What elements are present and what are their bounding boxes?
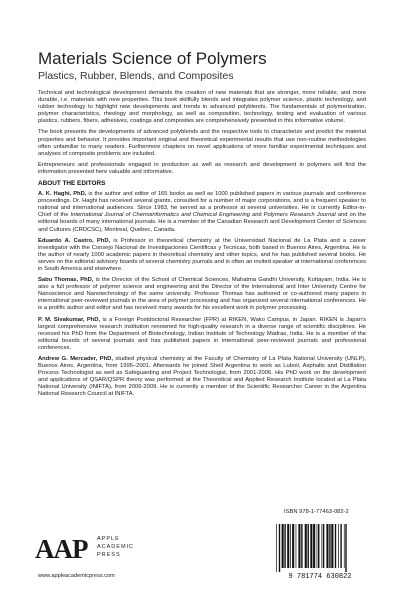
- publisher-name-line: PRESS: [97, 552, 121, 558]
- barcode-bar: [276, 524, 277, 572]
- book-subtitle: Plastics, Rubber, Blends, and Composites: [38, 70, 234, 82]
- barcode-bar: [326, 524, 328, 568]
- barcode-bar: [290, 524, 291, 568]
- intro-paragraph-2: The book presents the developments of advanced polyblends and the respective tools to characterize and predict the material properties and behavior. It provides important original and theoretical experimental results that use non-routine methodologies often unfamiliar to many readers. Furthermore chapters on novel applications of more familiar experimental techniques and analyses of composite problems are included.: [38, 129, 366, 157]
- editor-name: Andrew G. Mercader, PhD,: [38, 356, 113, 362]
- editor-text: is the Director of the School of Chemical Sciences, Mahatma Gandhi University, Kottayam, India. He is also a full professor of polymer science and engineering and the Director of the International and Inter University Centre for Nanoscience and Nanotechnology of the same university. Professor Thomas has authored or co-authored many papers in international peer-reviewed journals in the area of polymer processing and has organized several international conferences. He is a prolific author and editor and has received many awards for his excellent work in polymer processing.: [38, 277, 366, 312]
- editor-bio-mercader: [38, 356, 366, 399]
- intro-paragraph-3: Entrepreneurs and professionals engaged in production as well as research and development in polymers will find the information presented here valuable and informative.: [38, 161, 366, 175]
- barcode-bar: [292, 524, 294, 568]
- editor-name: A. K. Haghi, PhD,: [38, 191, 87, 198]
- barcode-bar: [308, 524, 309, 568]
- publisher-website[interactable]: www.appleacademicpress.com: [38, 573, 115, 579]
- barcode-bar: [329, 524, 330, 568]
- editor-text: studied physical chemistry at the Faculty of Chemistry of La Plata National University (UNLP), Buenos Aires, Argentina, from 1995–2001. Afterwards he joined Shell Argentina to work as Luboil, Asphalts and Distillation Process Technologist as well as Safeguarding and Project Technologist, from 2001-2006. His PhD work on the development and applications of QSAR/QSPR theory was performed at the Theoretical and Applied Research Institute located at La Plata National University (INIFTA), from 2006-2009. He is currently a member of the Scientific Researcher Career in the Argentina National Research Council at INIFTA.: [38, 356, 366, 398]
- barcode-bar: [301, 524, 302, 568]
- barcode-bar: [345, 524, 346, 572]
- editor-bio-castro: [38, 238, 366, 273]
- editor-bio-haghi: [38, 191, 366, 234]
- barcode-bar: [279, 524, 280, 572]
- editor-text: is Professor in theoretical chemistry at the Universidad Nacional de La Plata and a career investigator with the Consejo Nacional de Investigaciones Cientificas y Tecnicas, both based in Buenos Aires, Argentina. He is the author of nearly 1000 academic papers in theoretical chemistry and other topics, and he has published several books. He serves on the editorial advisory boards of several chemistry journals and is often an invited speaker at international conferences in South America and elsewhere.: [38, 237, 366, 272]
- intro-paragraph-1: Technical and technological development demands the creation of new materials that are stronger, more reliable, and more durable, i.e. materials with new properties. This book skillfully blends and integrates polymer science, plastic technology, and rubber technology to highlight new developments and trends in advanced polyblends. The fundamentals of polymerization, polymer characteristics, rheology and morphology, as well as composition, technology, testing and evaluation of various plastics, rubbers, fibers, adhesives, coatings and composites are comprehensively presented in this informative volume.: [38, 90, 366, 125]
- barcode-bar: [284, 524, 285, 568]
- barcode-bar: [310, 524, 312, 568]
- publisher-mark: AAP: [35, 534, 88, 564]
- editor-name: Sabu Thomas, PhD,: [38, 277, 94, 284]
- publisher-name-line: APPLE: [97, 536, 120, 542]
- description-body: [38, 90, 366, 403]
- barcode-bar: [344, 524, 345, 568]
- barcode: [270, 520, 370, 580]
- barcode-bar: [323, 524, 324, 568]
- barcode-bar: [318, 524, 319, 568]
- editor-name: P. M. Sivakumar, PhD,: [38, 316, 101, 323]
- barcode-bar: [296, 524, 297, 568]
- barcode-bars: [276, 524, 347, 572]
- barcode-bar: [340, 524, 341, 568]
- barcode-bar: [287, 524, 289, 568]
- editor-text: is a Foreign Postdoctoral Researcher (FPR) at RIKEN, Wako Campus, in Japan. RIKEN is Japan's largest comprehensive research institution renowned for high-quality research in a diverse range of scientific disciplines. He received his PhD from the Department of Biotechnology, Indian Institute of Technology Madras, India. He is a member of the editorial boards of several journals and has published papers in international peer-reviewed journals and professional conferences.: [38, 316, 366, 351]
- barcode-digits: 9 781774 630822: [288, 573, 352, 580]
- barcode-bar: [305, 524, 307, 568]
- isbn-label: ISBN 978-1-77463-082-2: [284, 509, 349, 515]
- barcode-bar: [313, 524, 315, 568]
- barcode-bar: [335, 524, 336, 568]
- publisher-logo: [35, 532, 170, 568]
- barcode-bar: [322, 524, 323, 568]
- editor-text: and on the editorial boards of many international journals. He is a member of the Canadian Research and Development Center of Sciences and Cultures (CRDCSC), Montreal, Quebec, Canada.: [38, 212, 366, 233]
- barcode-bar: [282, 524, 284, 568]
- barcode-bar: [331, 524, 333, 568]
- editor-name: Eduardo A. Castro, PhD,: [38, 237, 111, 244]
- journal-title: Polymers Research Journal: [263, 212, 336, 219]
- barcode-bar: [317, 524, 318, 568]
- book-title: Materials Science of Polymers: [38, 49, 267, 68]
- editor-text: and: [249, 212, 264, 219]
- editor-bio-sivakumar: [38, 317, 366, 352]
- publisher-name-line: ACADEMIC: [97, 544, 135, 550]
- editor-text: is the author and editor of 165 books as well as 1000 published papers in various journals and conference proceedings. Dr. Haghi has received several grants, consulted for a number of major corporations, and is a frequent speaker to national and international audiences. Since 1983, he served as a professor at several universities. He is currently Editor-in-Chief of the: [38, 191, 367, 219]
- journal-title: International Journal of Chemoinformatics and Chemical Engineering: [70, 212, 250, 219]
- about-editors-heading: ABOUT THE EDITORS: [38, 180, 106, 188]
- barcode-bar: [338, 524, 339, 568]
- editor-bio-thomas: [38, 277, 366, 312]
- barcode-bar: [298, 524, 300, 568]
